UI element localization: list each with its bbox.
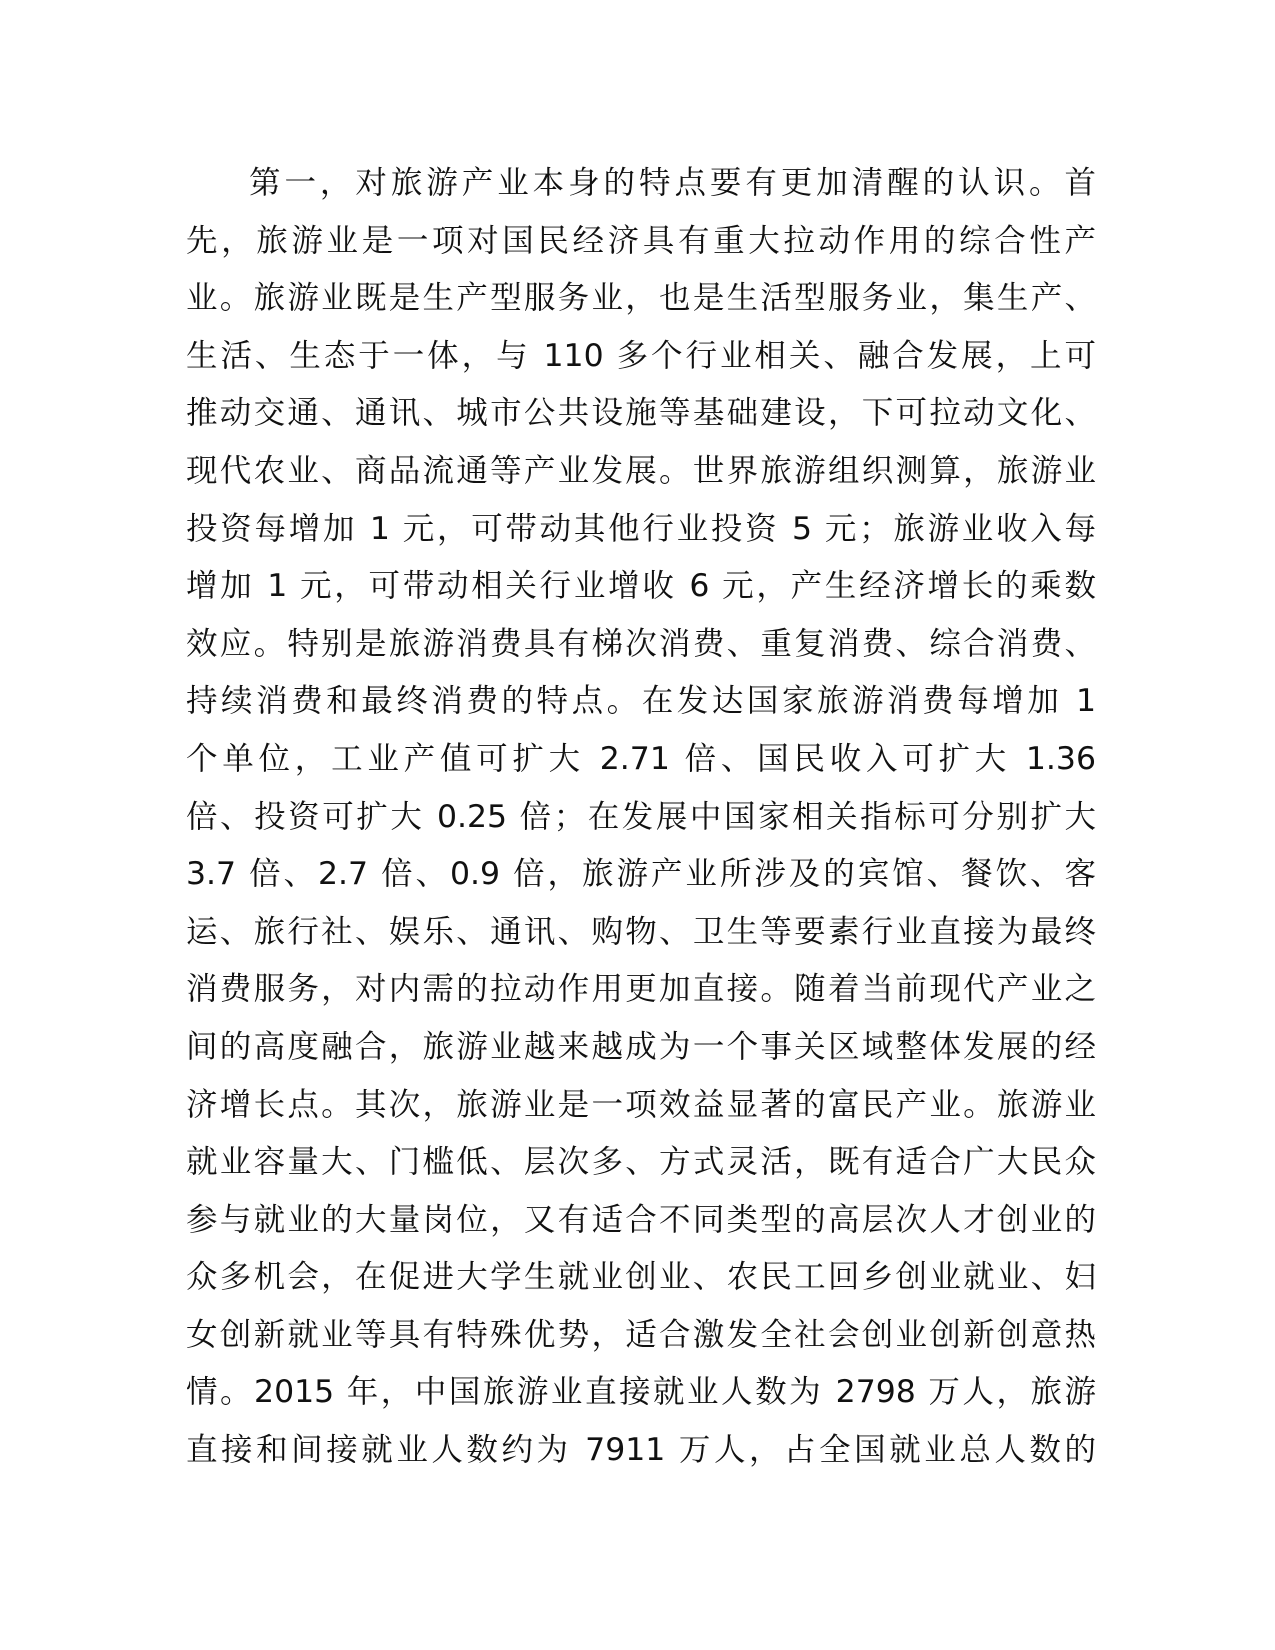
text-line: 推动交通、通讯、城市公共设施等基础建设，下可拉动文化、: [186, 395, 1096, 432]
text-line: 第一，对旅游产业本身的特点要有更加清醒的认识。首: [249, 165, 1096, 201]
text-line: 女创新就业等具有特殊优势，适合激发全社会创业创新创意热: [186, 1316, 1096, 1353]
text-line: 间的高度融合，旅游业越来越成为一个事关区域整体发展的经: [186, 1028, 1096, 1065]
text-line: 济增长点。其次，旅游业是一项效益显著的富民产业。旅游业: [186, 1086, 1096, 1123]
text-line: 情。2015 年，中国旅游业直接就业人数为 2798 万人，旅游: [186, 1374, 1096, 1411]
text-line: 3.7 倍、2.7 倍、0.9 倍，旅游产业所涉及的宾馆、餐饮、客: [186, 856, 1096, 893]
text-line: 生活、生态于一体，与 110 多个行业相关、融合发展，上可: [186, 337, 1096, 374]
body-paragraph: [186, 155, 1096, 1480]
text-line: 业。旅游业既是生产型服务业，也是生活型服务业，集生产、: [186, 280, 1096, 317]
text-line: 众多机会，在促进大学生就业创业、农民工回乡创业就业、妇: [186, 1259, 1096, 1296]
text-line: 持续消费和最终消费的特点。在发达国家旅游消费每增加 1: [186, 683, 1096, 720]
text-line: 直接和间接就业人数约为 7911 万人，占全国就业总人数的: [186, 1432, 1096, 1469]
text-line: 效应。特别是旅游消费具有梯次消费、重复消费、综合消费、: [186, 625, 1096, 662]
text-line: 倍、投资可扩大 0.25 倍；在发展中国家相关指标可分别扩大: [186, 798, 1096, 835]
text-line: 先，旅游业是一项对国民经济具有重大拉动作用的综合性产: [186, 222, 1096, 259]
text-line: 个单位，工业产值可扩大 2.71 倍、国民收入可扩大 1.36: [186, 740, 1096, 777]
text-line: 就业容量大、门槛低、层次多、方式灵活，既有适合广大民众: [186, 1144, 1096, 1181]
text-line: 参与就业的大量岗位，又有适合不同类型的高层次人才创业的: [186, 1201, 1096, 1238]
text-line: 消费服务，对内需的拉动作用更加直接。随着当前现代产业之: [186, 971, 1096, 1008]
text-line: 现代农业、商品流通等产业发展。世界旅游组织测算，旅游业: [186, 452, 1096, 489]
text-line: 运、旅行社、娱乐、通讯、购物、卫生等要素行业直接为最终: [186, 913, 1096, 950]
text-line: 投资每增加 1 元，可带动其他行业投资 5 元；旅游业收入每: [186, 510, 1096, 547]
text-line: 增加 1 元，可带动相关行业增收 6 元，产生经济增长的乘数: [186, 568, 1096, 605]
